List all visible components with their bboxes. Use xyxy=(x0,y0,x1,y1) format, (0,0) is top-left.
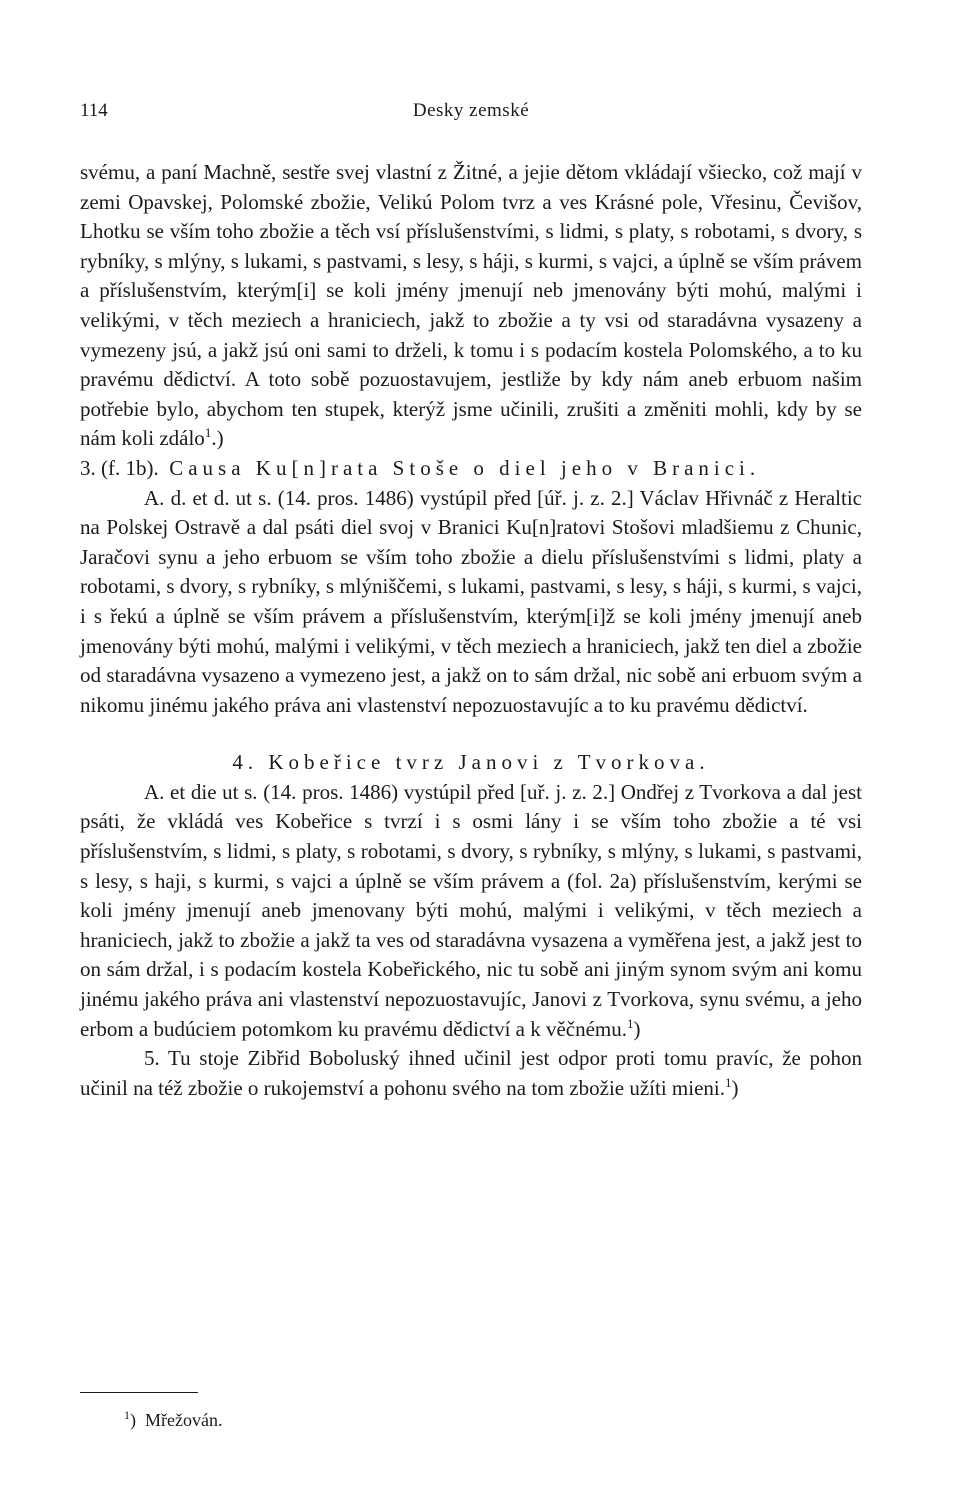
page-header xyxy=(80,100,862,130)
paragraph-4 xyxy=(80,778,862,1044)
running-title: Desky zemské xyxy=(412,100,530,121)
section-heading-4: 4. Kobeřice tvrz Janovi z Tvorkova. xyxy=(232,750,710,775)
page-number: 114 xyxy=(80,100,108,121)
footnote-text: Mřežován. xyxy=(145,1410,223,1430)
footnote-ref: 1 xyxy=(204,425,212,441)
footnote-ref: 1 xyxy=(725,1074,732,1090)
paragraph-4-end: ) xyxy=(633,1016,641,1041)
footnote-divider xyxy=(80,1392,198,1393)
paragraph-1 xyxy=(80,158,862,454)
body-text xyxy=(80,158,862,1103)
paragraph-1-end: .) xyxy=(211,426,224,451)
footnote-mark: 1 xyxy=(124,1408,130,1422)
paragraph-1-text: svému, a paní Machně, sestře svej vlastní z Žitné, a jejie dětom vkládají všiecko, což mají v zemi Opavskej, Polomské zbožie, Velikú Polom tvrz a ves Krásné pole, Vřesinu, Čevišov, Lhotku se vším toho zbožie a těch vsí příslušenstvími, s lidmi, s platy, s robotami, s dvory, s rybníky, s mlýny, s lukami, s pastvami, s lesy, s háji, s kurmi, s vajci, a úplně se vším právem a příslušenstvím, kterým[i] se koli jmény jmenují neb jmenovány býti mohú, malými i velikými, v těch meziech a hraniciech, jakž to zbožie a ty vsi od staradávna vysazeny a vymezeny jsú, a jakž jsú oni sami to drželi, k tomu i s podacím kostela Polomského, a to ku pravému dědictví. A toto sobě pozuostavujem, jestliže by kdy nám aneb erbuom našim potřebie bylo, abychom ten stupek, kterýž jsme učinili, zrušiti a změniti mohli, kdy by se nám koli zdálo xyxy=(80,160,862,451)
paragraph-4-text: A. et die ut s. (14. pros. 1486) vystúpil před [uř. j. z. 2.] Ondřej z Tvorkova a dal jest psáti, že vkládá ves Kobeřice s tvrzí i s osmi lány i se vším toho zbožie a té vsi příslušenstvím, s lidmi, s platy, s robotami, s dvory, s rybníky, s mlýny, s lukami, s pastvami, s lesy, s haji, s kurmi, s vajci a úplně se vším právem a (fol. 2a) příslušenstvím, kerými se koli jmény jmenují aneb jmenovany býti mohú, malými i velikými, v těch meziech a hraniciech, jakž to zbožie a jakž ta ves od staradávna vysazena a vyměřena jest, a jakž jest to on sám držal, i s podacím kostela Kobeřického, nic tu sobě ani jiným synom svým ani komu jinému jakého práva ani vlastenství nepozuostavujíc, Janovi z Tvorkova, synu svému, a jeho erbom a budúciem potomkom ku pravému dědictví a k věčnému. xyxy=(80,779,862,1041)
footnote xyxy=(124,1408,222,1431)
paragraph-5 xyxy=(80,1044,862,1103)
footnote-ref: 1 xyxy=(627,1015,634,1031)
paragraph-5-end: ) xyxy=(731,1075,739,1100)
spacer xyxy=(80,720,862,748)
section-heading-3 xyxy=(80,454,862,484)
section-3-title: Causa Ku[n]rata Stoše o diel jeho v Branici. xyxy=(169,455,761,480)
section-3-prefix: 3. (f. 1b). xyxy=(80,455,159,480)
footnote-close: ) xyxy=(130,1410,136,1430)
paragraph-5-text: 5. Tu stoje Zibřid Boboluský ihned učinil jest odpor proti tomu pravíc, že pohon učinil na též zbožie o rukojemství a pohonu svého na tom zbožie užíti mieni. xyxy=(80,1046,862,1100)
paragraph-3: A. d. et d. ut s. (14. pros. 1486) vystúpil před [úř. j. z. 2.] Václav Hřivnáč z Heraltic na Polskej Ostravě a dal psáti diel svoj v Branici Ku[n]ratovi Stošovi mladšiemu z Chunic, Jaračovi synu a jeho erbuom se vším toho zbožie a dielu příslušenstvími s lidmi, platy a robotami, s dvory, s rybníky, s mlýniščemi, s lukami, pastvami, s lesy, s háji, s kurmi, s vajci, i s řekú a úplně se vším právem a příslušenstvím, kterým[i]ž se koli jmény jmenují aneb jmenovány býti mohú, malými i velikými, v těch meziech a hraniciech, jakž ten diel a zbožie od staradávna vysazeno a vymezeno jest, a jakž on to sám držal, nic sobě ani erbuom svým a nikomu jinému jakého práva ani vlastenství nepozuostavujíc a to ku pravému dědictví. xyxy=(80,485,862,717)
